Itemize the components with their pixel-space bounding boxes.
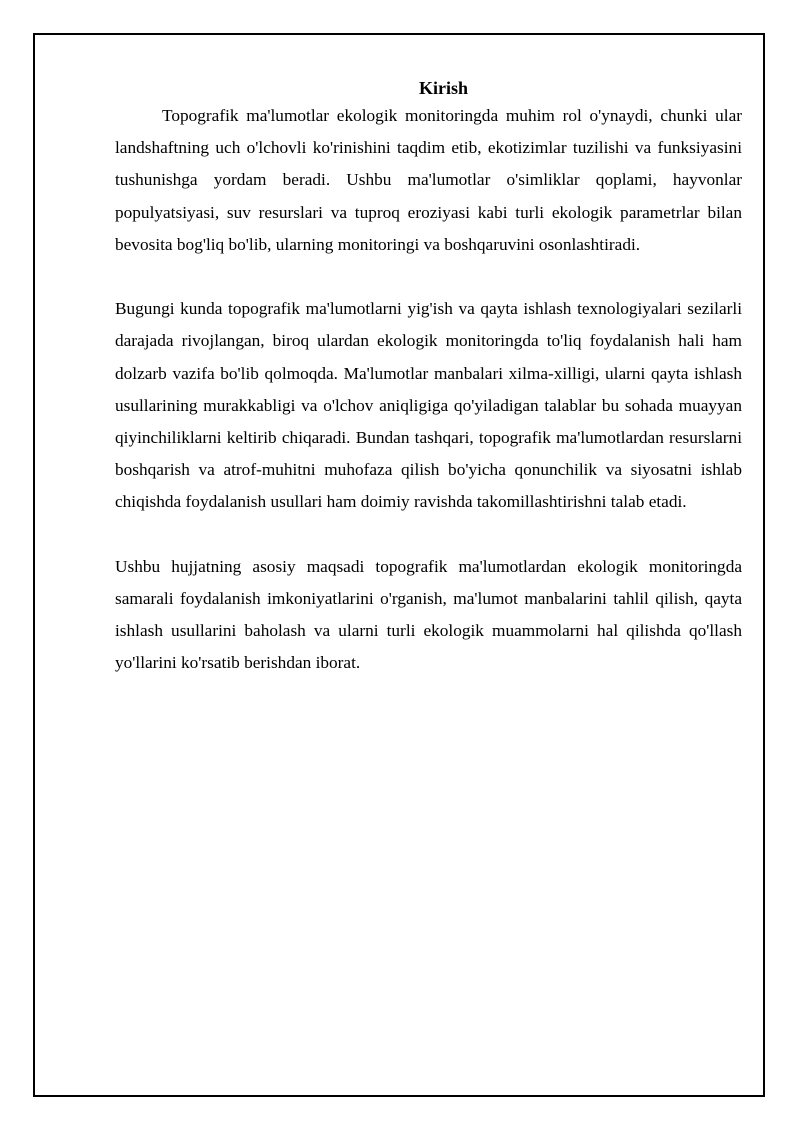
paragraph-challenges: Bugungi kunda topografik ma'lumotlarni yig'ish va qayta ishlash texnologiyalari sezilarli darajada rivojlangan, biroq ulardan ekologik monitoringda to'liq foydalanish hali ham dolzarb vazifa bo'lib qolmoqda. Ma'lumotlar manbalari xilma-xilligi, ularni qayta ishlash usullarining murakkabligi va o'lchov aniqligiga qo'yiladigan talablar bu sohada muayyan qiyinchiliklarni keltirib chiqaradi. Bundan tashqari, topografik ma'lumotlardan resurslarni boshqarish va atrof-muhitni muhofaza qilish bo'yicha qonunchilik va siyosatni ishlab chiqishda foydalanish usullari ham doimiy ravishda takomillashtirishni talab etadi.	[115, 299, 742, 512]
paragraph-spacer	[115, 519, 742, 551]
document-body	[115, 76, 742, 680]
paragraph-intro: Topografik ma'lumotlar ekologik monitoringda muhim rol o'ynaydi, chunki ular landshaftning uch o'lchovli ko'rinishini taqdim etib, ekotizimlar tuzilishi va funksiyasini tushunishga yordam beradi. Ushbu ma'lumotlar o'simliklar qoplami, hayvonlar populyatsiyasi, suv resurslari va tuproq eroziyasi kabi turli ekologik parametrlar bilan bevosita bog'liq bo'lib, ularning monitoringi va boshqaruvini osonlashtiradi.	[115, 106, 742, 254]
page-title: Kirish	[418, 78, 468, 98]
paragraph-spacer	[115, 261, 742, 293]
paragraph-goal: Ushbu hujjatning asosiy maqsadi topografik ma'lumotlardan ekologik monitoringda samarali foydalanish imkoniyatlarini o'rganish, ma'lumot manbalarini tahlil qilish, qayta ishlash usullarini baholash va ularni turli ekologik muammolarni hal qilishda qo'llash yo'llarini ko'rsatib berishdan iborat.	[115, 556, 742, 673]
